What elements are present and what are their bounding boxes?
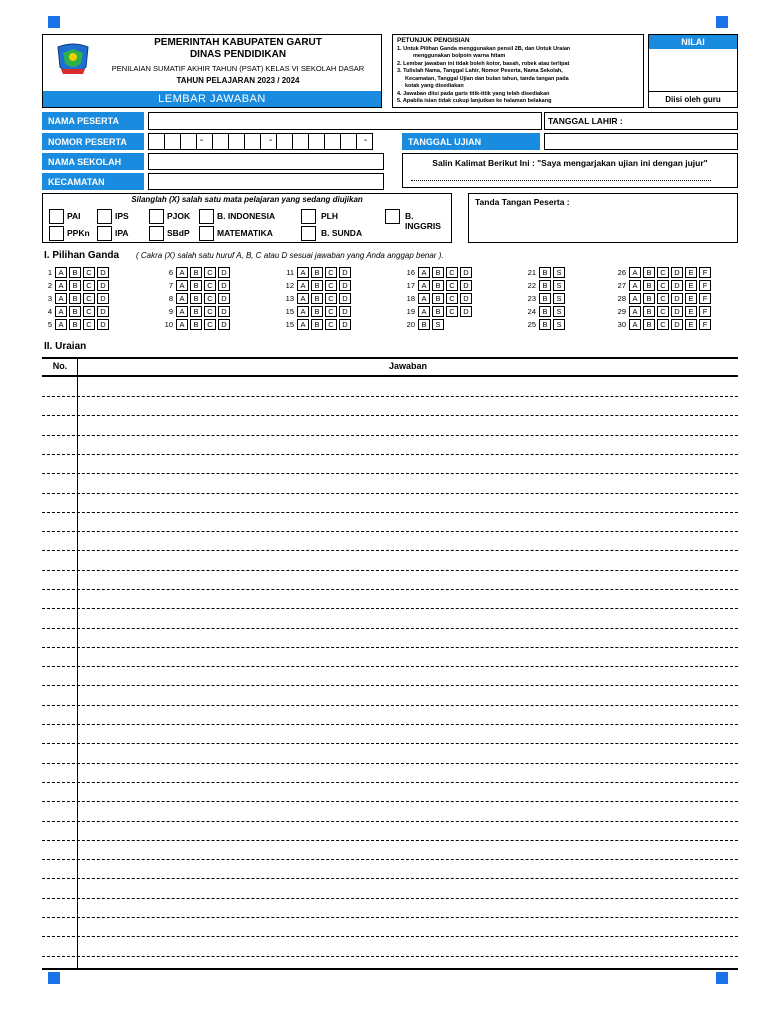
nilai-box <box>648 34 738 108</box>
pilihan-ganda-instruction: ( Cakra (X) salah satu huruf A, B, C atau D sesuai jawaban yang Anda anggap benar ). <box>136 251 444 260</box>
nomor-peserta-digit[interactable] <box>180 133 197 150</box>
question-row <box>518 292 567 304</box>
answer-option-s[interactable]: S <box>553 306 565 317</box>
answer-option-c[interactable]: C <box>83 267 95 278</box>
petunjuk-title: PETUNJUK PENGISIAN <box>397 37 470 44</box>
petunjuk-item: 2. Lembar jawaban ini tidak boleh kotor, basah, robek atau terlipat <box>397 60 570 67</box>
question-row <box>155 266 232 278</box>
answer-option-c[interactable]: C <box>204 306 216 317</box>
answer-option-b[interactable]: B <box>69 280 81 291</box>
answer-option-a[interactable]: A <box>418 306 430 317</box>
subject-label: PPKn <box>67 228 90 238</box>
answer-option-e[interactable]: E <box>685 306 697 317</box>
answer-option-d[interactable]: D <box>97 293 109 304</box>
answer-option-b[interactable]: B <box>311 267 323 278</box>
answer-option-a[interactable]: A <box>55 306 67 317</box>
answer-line[interactable] <box>42 782 738 783</box>
question-number: 10 <box>164 319 173 329</box>
subject-label: IPS <box>115 211 129 221</box>
answer-option-b[interactable]: B <box>311 280 323 291</box>
question-number: 9 <box>168 306 173 316</box>
answer-option-f[interactable]: F <box>699 293 711 304</box>
answer-option-d[interactable]: D <box>339 306 351 317</box>
answer-option-a[interactable]: A <box>297 306 309 317</box>
nomor-peserta-label: NOMOR PESERTA <box>42 133 144 150</box>
nomor-peserta-digit[interactable] <box>308 133 325 150</box>
answer-option-b[interactable]: B <box>432 267 444 278</box>
answer-option-d[interactable]: D <box>218 306 230 317</box>
answer-option-b[interactable]: B <box>418 319 430 330</box>
tanda-tangan-label: Tanda Tangan Peserta : <box>475 197 570 207</box>
question-row <box>34 318 111 330</box>
nomor-peserta-digit[interactable] <box>196 133 213 150</box>
answer-option-c[interactable]: C <box>657 293 669 304</box>
answer-option-b[interactable]: B <box>190 280 202 291</box>
answer-option-d[interactable]: D <box>218 319 230 330</box>
answer-line[interactable] <box>42 763 738 764</box>
question-number: 16 <box>406 267 415 277</box>
question-number: 22 <box>527 280 536 290</box>
answer-option-d[interactable]: D <box>460 280 472 291</box>
petunjuk-item: 5. Apabila isian tidak cukup lanjutkan ke halaman belakang <box>397 98 552 105</box>
question-number: 17 <box>406 280 415 290</box>
answer-option-a[interactable]: A <box>55 319 67 330</box>
question-row <box>518 318 567 330</box>
question-number: 11 <box>286 267 294 277</box>
question-number: 26 <box>617 267 626 277</box>
answer-option-s[interactable]: S <box>553 293 565 304</box>
nomor-peserta-digit[interactable] <box>324 133 341 150</box>
answer-line[interactable] <box>42 512 738 513</box>
answer-option-a[interactable]: A <box>297 280 309 291</box>
tanggal-lahir-field[interactable] <box>544 112 738 130</box>
question-row <box>276 279 353 291</box>
question-row <box>155 279 232 291</box>
answer-option-c[interactable]: C <box>83 293 95 304</box>
uraian-title: II. Uraian <box>44 341 87 352</box>
answer-option-a[interactable]: A <box>55 267 67 278</box>
uraian-col-no: No. <box>52 361 68 371</box>
answer-option-f[interactable]: F <box>699 319 711 330</box>
nama-sekolah-input[interactable] <box>148 153 384 170</box>
nomor-dash: - <box>200 135 204 146</box>
nomor-peserta-digit[interactable] <box>244 133 261 150</box>
petunjuk-item: 4. Jawaban diisi pada garis titik-titik yang telah disediakan <box>397 90 550 97</box>
answer-option-b[interactable]: B <box>539 319 551 330</box>
question-row <box>608 292 713 304</box>
question-row <box>276 318 353 330</box>
answer-option-c[interactable]: C <box>325 306 337 317</box>
corner-marker-top-right <box>716 16 728 28</box>
answer-option-b[interactable]: B <box>190 293 202 304</box>
checkbox-pai[interactable] <box>49 209 64 224</box>
question-number: 15 <box>285 306 294 316</box>
answer-option-c[interactable]: C <box>204 267 216 278</box>
checkbox-ips[interactable] <box>97 209 112 224</box>
answer-option-c[interactable]: C <box>446 293 458 304</box>
question-row <box>608 266 713 278</box>
lembar-jawaban-banner: LEMBAR JAWABAN <box>43 91 381 107</box>
petunjuk-item: 1. Untuk Pilihan Ganda menggunakan pensil 2B, dan Untuk Uraian <box>397 45 571 52</box>
answer-option-d[interactable]: D <box>460 293 472 304</box>
nomor-peserta-digit[interactable] <box>228 133 245 150</box>
question-number: 19 <box>406 306 415 316</box>
kecamatan-input[interactable] <box>148 173 384 190</box>
answer-option-d[interactable]: D <box>460 306 472 317</box>
question-row <box>518 305 567 317</box>
answer-option-c[interactable]: C <box>83 319 95 330</box>
question-number: 13 <box>285 293 294 303</box>
answer-line[interactable] <box>42 531 738 532</box>
answer-option-b[interactable]: B <box>643 280 655 291</box>
answer-option-a[interactable]: A <box>418 293 430 304</box>
question-number: 18 <box>406 293 415 303</box>
pilihan-ganda-title: I. Pilihan Ganda <box>44 250 120 261</box>
corner-marker-top-left <box>48 16 60 28</box>
answer-option-s[interactable]: S <box>553 280 565 291</box>
answer-option-d[interactable]: D <box>671 319 683 330</box>
answer-option-c[interactable]: C <box>83 280 95 291</box>
answer-option-b[interactable]: B <box>432 306 444 317</box>
answer-line[interactable] <box>42 454 738 455</box>
answer-line[interactable] <box>42 396 738 397</box>
answer-option-b[interactable]: B <box>432 280 444 291</box>
answer-option-b[interactable]: B <box>69 306 81 317</box>
answer-option-c[interactable]: C <box>657 319 669 330</box>
header-line-3: PENILAIAN SUMATIF AKHIR TAHUN (PSAT) KELAS VI SEKOLAH DASAR <box>111 64 365 73</box>
answer-line[interactable] <box>42 801 738 802</box>
subject-label: B. INDONESIA <box>217 211 276 221</box>
question-number: 23 <box>527 293 536 303</box>
answer-option-c[interactable]: C <box>657 267 669 278</box>
garut-logo-icon <box>55 41 91 81</box>
answer-option-b[interactable]: B <box>190 267 202 278</box>
answer-option-a[interactable]: A <box>176 306 188 317</box>
subject-label: B. SUNDA <box>321 228 363 238</box>
answer-line[interactable] <box>42 917 738 918</box>
nomor-peserta-input[interactable] <box>148 133 382 150</box>
answer-option-d[interactable]: D <box>339 267 351 278</box>
answer-option-c[interactable]: C <box>446 280 458 291</box>
answer-line[interactable] <box>42 685 738 686</box>
question-number: 24 <box>527 306 536 316</box>
answer-option-a[interactable]: A <box>176 267 188 278</box>
answer-option-c[interactable]: C <box>325 267 337 278</box>
kecamatan-label: KECAMATAN <box>42 173 144 190</box>
question-number: 3 <box>47 293 52 303</box>
answer-option-b[interactable]: B <box>69 293 81 304</box>
answer-option-b[interactable]: B <box>643 319 655 330</box>
question-row <box>155 305 232 317</box>
answer-option-c[interactable]: C <box>83 306 95 317</box>
question-row <box>34 279 111 291</box>
nilai-label: NILAI <box>649 35 737 49</box>
subject-label: IPA <box>115 228 129 238</box>
question-row <box>397 279 474 291</box>
answer-option-c[interactable]: C <box>325 319 337 330</box>
answer-option-c[interactable]: C <box>204 293 216 304</box>
petunjuk-item: kotak yang disediakan <box>405 83 464 90</box>
question-row <box>608 318 713 330</box>
answer-option-d[interactable]: D <box>339 319 351 330</box>
subject-box <box>42 193 452 243</box>
answer-option-c[interactable]: C <box>204 319 216 330</box>
nilai-note: Diisi oleh guru <box>649 91 737 107</box>
nama-sekolah-label: NAMA SEKOLAH <box>42 153 144 170</box>
nomor-dash: - <box>364 135 368 146</box>
header-box <box>42 34 382 108</box>
question-row <box>397 305 474 317</box>
answer-line[interactable] <box>42 724 738 725</box>
answer-line[interactable] <box>42 898 738 899</box>
answer-option-c[interactable]: C <box>657 306 669 317</box>
checkbox-ppkn[interactable] <box>49 226 64 241</box>
answer-option-d[interactable]: D <box>218 267 230 278</box>
answer-option-c[interactable]: C <box>446 267 458 278</box>
answer-option-a[interactable]: A <box>629 280 641 291</box>
answer-line[interactable] <box>42 840 738 841</box>
answer-option-d[interactable]: D <box>218 280 230 291</box>
answer-line[interactable] <box>42 647 738 648</box>
answer-option-b[interactable]: B <box>539 267 551 278</box>
nomor-peserta-digit[interactable] <box>276 133 293 150</box>
question-row <box>397 318 446 330</box>
tanggal-lahir-label: TANGGAL LAHIR : <box>548 116 623 126</box>
question-number: 15 <box>285 319 294 329</box>
answer-line[interactable] <box>42 435 738 436</box>
question-number: 25 <box>527 319 536 329</box>
answer-option-a[interactable]: A <box>418 280 430 291</box>
question-row <box>155 318 232 330</box>
answer-option-c[interactable]: C <box>446 306 458 317</box>
answer-option-f[interactable]: F <box>699 267 711 278</box>
nama-peserta-label: NAMA PESERTA <box>42 112 144 130</box>
answer-line[interactable] <box>42 743 738 744</box>
question-number: 21 <box>527 267 536 277</box>
subject-instruction: Silanglah (X) salah satu mata pelajaran yang sedang diujikan <box>131 195 363 204</box>
answer-line[interactable] <box>42 570 738 571</box>
nomor-peserta-digit[interactable] <box>164 133 181 150</box>
question-row <box>608 305 713 317</box>
answer-option-b[interactable]: B <box>539 293 551 304</box>
question-number: 1 <box>47 267 52 277</box>
checkbox-pjok[interactable] <box>149 209 164 224</box>
header-line-4: TAHUN PELAJARAN 2023 / 2024 <box>176 76 300 85</box>
answer-option-a[interactable]: A <box>297 267 309 278</box>
multiple-choice-grid <box>0 266 768 336</box>
uraian-col-jawaban: Jawaban <box>388 361 428 371</box>
answer-option-a[interactable]: A <box>629 267 641 278</box>
corner-marker-bottom-left <box>48 972 60 984</box>
answer-line[interactable] <box>42 859 738 860</box>
question-number: 28 <box>617 293 626 303</box>
question-number: 8 <box>168 293 173 303</box>
nomor-peserta-digit[interactable] <box>212 133 229 150</box>
answer-option-s[interactable]: S <box>432 319 444 330</box>
answer-option-b[interactable]: B <box>311 293 323 304</box>
subject-label: SBdP <box>167 228 190 238</box>
answer-option-d[interactable]: D <box>339 293 351 304</box>
subject-label: PLH <box>321 211 338 221</box>
question-number: 7 <box>168 280 173 290</box>
answer-line[interactable] <box>42 493 738 494</box>
question-row <box>276 292 353 304</box>
petunjuk-item: menggunakan bolpoin warna hitam <box>413 53 506 60</box>
answer-line[interactable] <box>42 415 738 416</box>
answer-option-f[interactable]: F <box>699 306 711 317</box>
checkbox-b-inggris[interactable] <box>385 209 400 224</box>
answer-option-d[interactable]: D <box>671 306 683 317</box>
answer-option-b[interactable]: B <box>643 306 655 317</box>
question-number: 2 <box>47 280 52 290</box>
answer-option-e[interactable]: E <box>685 293 697 304</box>
checkbox-sbdp[interactable] <box>149 226 164 241</box>
salin-kalimat-line[interactable] <box>411 180 711 181</box>
checkbox-b-sunda[interactable] <box>301 226 316 241</box>
answer-line[interactable] <box>42 705 738 706</box>
question-number: 6 <box>168 267 173 277</box>
question-row <box>518 266 567 278</box>
answer-option-b[interactable]: B <box>539 306 551 317</box>
answer-option-c[interactable]: C <box>325 293 337 304</box>
header-line-1: PEMERINTAH KABUPATEN GARUT <box>154 37 322 48</box>
answer-option-e[interactable]: E <box>685 280 697 291</box>
question-row <box>608 279 713 291</box>
salin-kalimat-box[interactable] <box>402 153 738 188</box>
question-number: 29 <box>617 306 626 316</box>
petunjuk-item: Kecamatan, Tanggal Ujian dan bulan tahun, tanda tangan pada <box>405 75 569 82</box>
answer-option-a[interactable]: A <box>55 293 67 304</box>
answer-option-a[interactable]: A <box>297 293 309 304</box>
tanggal-ujian-label: TANGGAL UJIAN <box>402 133 540 150</box>
checkbox-ipa[interactable] <box>97 226 112 241</box>
answer-option-d[interactable]: D <box>460 267 472 278</box>
uraian-header-rule <box>42 375 738 377</box>
answer-line[interactable] <box>42 628 738 629</box>
question-row <box>397 266 474 278</box>
uraian-column-divider <box>77 357 78 969</box>
answer-option-d[interactable]: D <box>97 319 109 330</box>
answer-option-d[interactable]: D <box>97 267 109 278</box>
answer-option-a[interactable]: A <box>176 319 188 330</box>
question-number: 12 <box>285 280 294 290</box>
question-row <box>34 305 111 317</box>
nama-peserta-input[interactable] <box>148 112 542 130</box>
petunjuk-box <box>392 34 644 108</box>
answer-option-b[interactable]: B <box>643 267 655 278</box>
petunjuk-item: 3. Tulislah Nama, Tanggal Lahir, Nomor Peserta, Nama Sekolah, <box>397 68 563 75</box>
question-number: 5 <box>47 319 52 329</box>
corner-marker-bottom-right <box>716 972 728 984</box>
header-line-2: DINAS PENDIDIKAN <box>189 49 287 60</box>
answer-line[interactable] <box>42 936 738 937</box>
question-row <box>276 266 353 278</box>
answer-option-e[interactable]: E <box>685 267 697 278</box>
answer-option-a[interactable]: A <box>176 293 188 304</box>
nomor-peserta-digit[interactable] <box>340 133 357 150</box>
answer-option-a[interactable]: A <box>418 267 430 278</box>
checkbox-plh[interactable] <box>301 209 316 224</box>
answer-line[interactable] <box>42 608 738 609</box>
answer-option-a[interactable]: A <box>629 293 641 304</box>
answer-option-d[interactable]: D <box>97 280 109 291</box>
answer-option-b[interactable]: B <box>432 293 444 304</box>
subject-label: PAI <box>67 211 81 221</box>
answer-option-a[interactable]: A <box>629 319 641 330</box>
question-number: 27 <box>617 280 626 290</box>
answer-option-d[interactable]: D <box>671 280 683 291</box>
question-row <box>34 292 111 304</box>
answer-option-b[interactable]: B <box>69 319 81 330</box>
subject-label: B. INGGRIS <box>405 211 441 231</box>
checkbox-b-indonesia[interactable] <box>199 209 214 224</box>
tanggal-ujian-input[interactable] <box>544 133 738 150</box>
salin-kalimat-text: Salin Kalimat Berikut Ini : "Saya mengarjakan ujian ini dengan jujur" <box>432 158 708 168</box>
subject-label: PJOK <box>167 211 191 221</box>
question-row <box>155 292 232 304</box>
answer-line[interactable] <box>42 550 738 551</box>
answer-option-d[interactable]: D <box>671 293 683 304</box>
answer-option-b[interactable]: B <box>311 319 323 330</box>
question-number: 4 <box>47 306 52 316</box>
answer-option-d[interactable]: D <box>97 306 109 317</box>
nomor-peserta-digit[interactable] <box>148 133 165 150</box>
answer-option-s[interactable]: S <box>553 319 565 330</box>
tanda-tangan-box[interactable] <box>468 193 738 243</box>
answer-option-c[interactable]: C <box>657 280 669 291</box>
answer-line[interactable] <box>42 821 738 822</box>
uraian-table-top-rule <box>42 357 738 359</box>
answer-option-a[interactable]: A <box>176 280 188 291</box>
nilai-input[interactable] <box>649 49 737 91</box>
nomor-peserta-digit[interactable] <box>292 133 309 150</box>
answer-line[interactable] <box>42 473 738 474</box>
question-row <box>518 279 567 291</box>
answer-option-c[interactable]: C <box>325 280 337 291</box>
answer-option-c[interactable]: C <box>204 280 216 291</box>
nomor-dash: - <box>269 135 273 146</box>
subject-label: MATEMATIKA <box>217 228 273 238</box>
answer-option-b[interactable]: B <box>190 306 202 317</box>
answer-line[interactable] <box>42 878 738 879</box>
question-number: 20 <box>406 319 415 329</box>
answer-option-d[interactable]: D <box>339 280 351 291</box>
answer-option-f[interactable]: F <box>699 280 711 291</box>
question-row <box>276 305 353 317</box>
checkbox-matematika[interactable] <box>199 226 214 241</box>
answer-option-b[interactable]: B <box>311 306 323 317</box>
answer-option-b[interactable]: B <box>190 319 202 330</box>
answer-option-s[interactable]: S <box>553 267 565 278</box>
answer-option-a[interactable]: A <box>629 306 641 317</box>
answer-option-a[interactable]: A <box>297 319 309 330</box>
answer-option-a[interactable]: A <box>55 280 67 291</box>
question-row <box>397 292 474 304</box>
answer-option-d[interactable]: D <box>671 267 683 278</box>
question-number: 30 <box>617 319 626 329</box>
answer-line[interactable] <box>42 589 738 590</box>
answer-option-b[interactable]: B <box>643 293 655 304</box>
uraian-table-bottom-rule <box>42 968 738 970</box>
answer-option-d[interactable]: D <box>218 293 230 304</box>
answer-option-e[interactable]: E <box>685 319 697 330</box>
answer-line[interactable] <box>42 666 738 667</box>
answer-option-b[interactable]: B <box>539 280 551 291</box>
question-row <box>34 266 111 278</box>
answer-line[interactable] <box>42 956 738 957</box>
answer-option-b[interactable]: B <box>69 267 81 278</box>
